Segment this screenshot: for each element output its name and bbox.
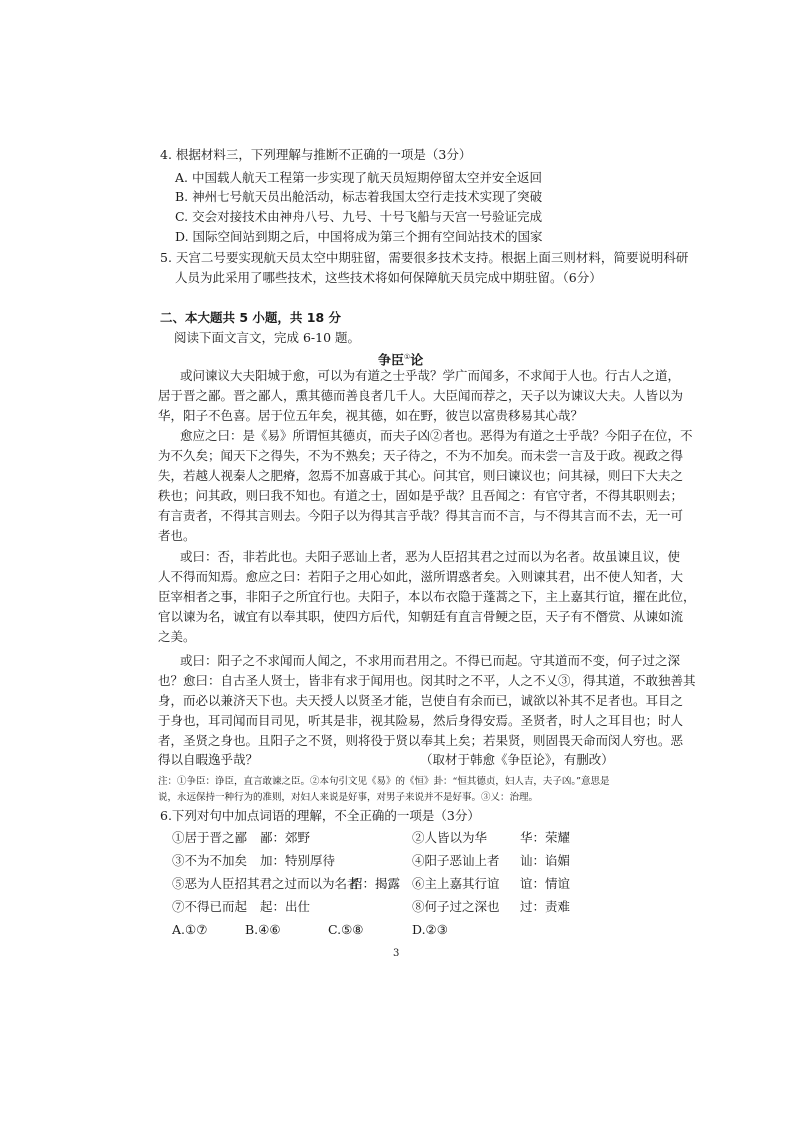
q6-item-sentence: ②人皆以为华 [412,830,488,845]
section-instruction: 阅读下面文言文，完成 6-10 题。 [174,330,361,345]
q6-item-sentence: ①居于晋之鄙 [172,830,248,845]
q4-option-c: C. 交会对接技术由神舟八号、九号、十号飞船与天宫一号验证完成 [175,209,543,224]
title-footnote-mark: ① [404,353,411,361]
passage-line: 秩也；问其政，则曰我不知也。有道之士，固如是乎哉？且吾闻之：有官守者，不得其职则去； [158,488,684,503]
q6-item-gloss: 过：责难 [520,899,571,914]
passage-line: 官以谏为名，诚宜有以奉其职，使四方后代，知朝廷有直言骨鲠之臣，天子有不僭赏、从谏如流 [158,609,684,624]
q6-choice-c: C.⑤⑧ [328,922,364,937]
title-end: 论 [410,353,424,369]
q6-item-sentence: ⑦不得已而起 [172,899,248,914]
q6-item-gloss: 华：荣耀 [520,830,571,845]
page-number: 3 [393,948,400,959]
q6-stem: 6.下列对句中加点词语的理解，不全正确的一项是（3分） [160,808,480,823]
q6-item-gloss: 谊：情谊 [520,876,571,891]
q6-choice-d: D.②③ [412,922,448,937]
passage-line: 于身也，耳司闻而目司见，听其是非，视其险易，然后身得安焉。圣贤者，时人之耳目也；时人 [158,713,684,728]
passage-line: 愈应之曰：是《易》所谓恒其德贞，而夫子凶②者也。恶得为有道之士乎哉？今阳子在位，不 [180,428,693,443]
q6-item-gloss: 加：特别厚待 [260,853,336,868]
passage-source: （取材于韩愈《争臣论》，有删改） [420,752,614,767]
passage-line: 身，而必以兼济天下也。夫天授人以贤圣才能，岂使自有余而已，诚欲以补其不足者也。耳目之 [158,693,684,708]
q5-line1: 5. 天宫二号要实现航天员太空中期驻留，需要很多技术支持。根据上面三则材料，简要说明科研 [160,250,689,265]
q5-line2: 人员为此采用了哪些技术，这些技术将如何保障航天员完成中期驻留。（6分） [175,270,602,285]
q6-item-sentence: ④阳子恶讪上者 [412,853,500,868]
q6-item-gloss: 起：出仕 [260,899,311,914]
passage-line: 有言责者，不得其言则去。今阳子以为得其言乎哉？得其言而不言，与不得其言而不去，无一可 [158,508,684,523]
passage-line: 华，阳子不色喜。居于位五年矣，视其德，如在野，彼岂以富贵移易其心哉？ [158,408,584,423]
passage-line: 者也。 [158,528,196,543]
q6-item-sentence: ⑧何子过之深也 [412,899,500,914]
q6-item-sentence: ⑥主上嘉其行谊 [412,876,500,891]
footnote-line: 注：①争臣：诤臣，直言敢谏之臣。②本句引文见《易》的《恒》卦：“恒其德贞，妇人吉，夫子凶。”意思是 [158,776,610,787]
q6-item-gloss: 鄙：郊野 [260,830,311,845]
passage-line: 为不久矣；闻天下之得失，不为不熟矣；天子待之，不为不加矣。而未尝一言及于政。视政之得 [158,448,684,463]
passage-line: 得以自暇逸乎哉？ [158,752,259,767]
q6-choice-b: B.④⑥ [245,922,281,937]
passage-line: 或问谏议大夫阳城于愈，可以为有道之士乎哉？学广而闻多，不求闻于人也。行古人之道， [180,368,681,383]
q6-item-gloss: 招：揭露 [350,876,401,891]
title-main: 争臣 [378,353,405,369]
passage-line: 居于晋之鄙。晋之鄙人，熏其德而善良者几千人。大臣闻而荐之，天子以为谏议大夫。人皆以为 [158,388,684,403]
q4-option-d: D. 国际空间站到期之后，中国将成为第三个拥有空间站技术的国家 [175,229,543,244]
passage-line: 也？愈曰：自古圣人贤士，皆非有求于闻用也。闵其时之不平，人之不乂③，得其道，不敢独善其 [158,673,696,688]
q4-option-b: B. 神州七号航天员出舱活动，标志着我国太空行走技术实现了突破 [175,189,543,204]
q6-item-gloss: 讪：谄媚 [520,853,571,868]
passage-title [378,349,423,369]
footnote-line: 说，永远保持一种行为的准则，对妇人来说是好事，对男子来说并不是好事。③乂：治理。 [158,792,539,803]
passage-line: 失，若越人视秦人之肥瘠，忽焉不加喜戚于其心。问其官，则曰谏议也；问其禄，则曰下大夫之 [158,468,684,483]
q4-option-a: A. 中国载人航天工程第一步实现了航天员短期停留太空并安全返回 [175,170,542,185]
q6-choice-a: A.①⑦ [172,922,208,937]
passage-line: 之美。 [158,629,196,644]
passage-line: 或曰：否，非若此也。夫阳子恶讪上者，恶为人臣招其君之过而以为名者。故虽谏且议，使 [180,549,681,564]
passage-line: 人不得而知焉。愈应之曰：若阳子之用心如此，滋所谓惑者矣。入则谏其君，出不使人知者，大 [158,569,684,584]
section-heading: 二、本大题共 5 小题，共 18 分 [160,310,342,325]
q4-stem: 4. 根据材料三，下列理解与推断不正确的一项是（3分） [160,147,472,162]
passage-line: 或曰：阳子之不求闻而人闻之，不求用而君用之。不得已而起。守其道而不变，何子过之深 [180,653,681,668]
q6-item-sentence: ⑤恶为人臣招其君之过而以为名者 [172,876,360,891]
passage-line: 者，圣贤之身也。且阳子之不贤，则将役于贤以奉其上矣；若果贤，则固畏天命而闵人穷也。恶 [158,733,684,748]
passage-line: 臣宰相者之事，非阳子之所宜行也。夫阳子，本以布衣隐于蓬蒿之下，主上嘉其行谊，擢在此位， [158,589,696,604]
q6-item-sentence: ③不为不加矣 [172,853,248,868]
